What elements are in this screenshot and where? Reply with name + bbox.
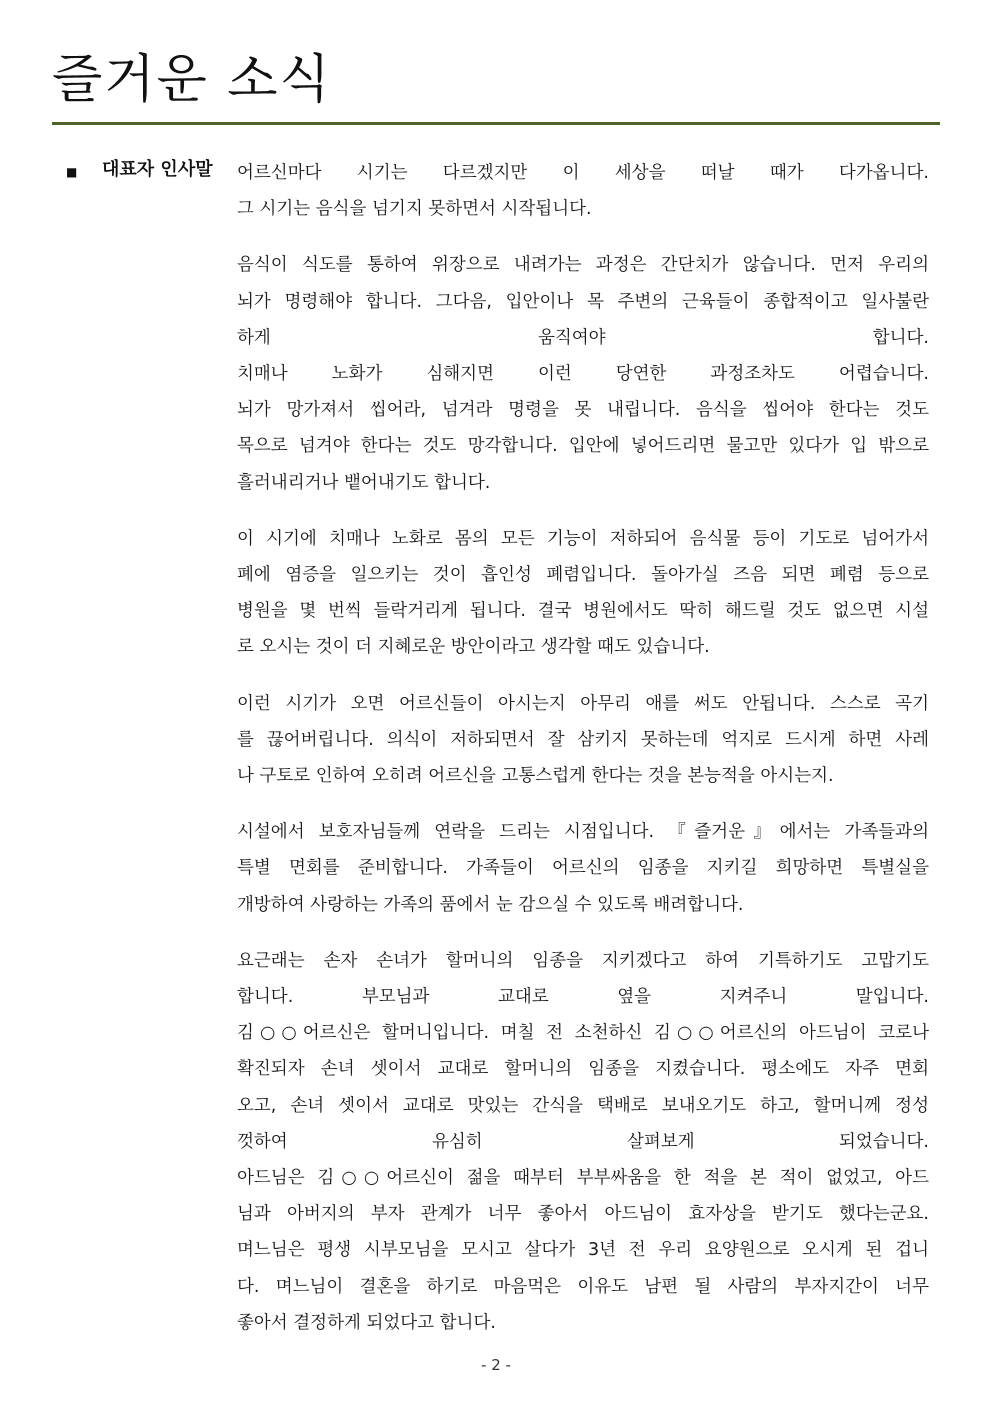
title-divider xyxy=(52,122,940,125)
text-line: 요근래는 손자 손녀가 할머니의 임종을 지키겠다고 하여 기특하기도 고맙기도 xyxy=(237,950,929,971)
text-line: 흘러내리거나 뱉어내기도 합니다. xyxy=(237,472,491,493)
section-label: 대표자 인사말 xyxy=(102,159,213,180)
text-line: 아드님은 김○○어르신이 젊을 때부터 부부싸움을 한 적을 본 적이 없었고, 아드 xyxy=(237,1168,929,1189)
text-line: 음식이 식도를 통하여 위장으로 내려가는 과정은 간단치가 않습니다. 먼저 우리의 xyxy=(237,255,929,276)
text-line: 며느님은 평생 시부모님을 모시고 살다가 3년 전 우리 요양원으로 오시게 된 겁니 xyxy=(237,1240,929,1261)
text-line: 폐에 염증을 일으키는 것이 흡인성 폐렴입니다. 돌아가실 즈음 되면 폐렴 등으로 xyxy=(237,565,929,586)
text-line: 님과 아버지의 부자 관계가 너무 좋아서 아드님이 효자상을 받기도 했다는군요. xyxy=(237,1204,929,1225)
text-line: 그 시기는 음식을 넘기지 못하면서 시작됩니다. xyxy=(237,199,592,220)
text-line: 좋아서 결정하게 되었다고 합니다. xyxy=(237,1312,496,1333)
body-text xyxy=(237,155,929,1361)
text-line: 치매나 노화가 심해지면 이런 당연한 과정조차도 어렵습니다. xyxy=(237,364,929,385)
paragraph xyxy=(237,686,929,795)
text-line: 로 오시는 것이 더 지혜로운 방안이라고 생각할 때도 있습니다. xyxy=(237,637,710,658)
text-line: 이 시기에 치매나 노화로 몸의 모든 기능이 저하되어 음식물 등이 기도로 넘어가서 xyxy=(237,528,929,549)
text-line: 시설에서 보호자님들께 연락을 드리는 시점입니다. 『즐거운』에서는 가족들과의 xyxy=(237,822,929,843)
page-number: - 2 - xyxy=(481,1356,511,1374)
text-line: 김○○어르신은 할머니입니다. 며칠 전 소천하신 김○○어르신의 아드님이 코로나 xyxy=(237,1023,929,1044)
paragraph xyxy=(237,814,929,923)
text-line: 뇌가 명령해야 합니다. 그다음, 입안이나 목 주변의 근육들이 종합적이고 일사불란 xyxy=(237,291,929,312)
text-line: 뇌가 망가져서 씹어라, 넘겨라 명령을 못 내립니다. 음식을 씹어야 한다는 것도 xyxy=(237,400,929,421)
paragraph xyxy=(237,521,929,666)
text-line: 어르신마다 시기는 다르겠지만 이 세상을 떠날 때가 다가옵니다. xyxy=(237,163,929,183)
text-line: 개방하여 사랑하는 가족의 품에서 눈 감으실 수 있도록 배려합니다. xyxy=(237,894,744,915)
text-line: 확진되자 손녀 셋이서 교대로 할머니의 임종을 지켰습니다. 평소에도 자주 면회 xyxy=(237,1059,929,1080)
text-line: 합니다. 부모님과 교대로 옆을 지켜주니 말입니다. xyxy=(237,987,929,1008)
text-line: 껏하여 유심히 살펴보게 되었습니다. xyxy=(237,1131,929,1152)
paragraph xyxy=(237,155,929,227)
text-line: 를 끊어버립니다. 의식이 저하되면서 잘 삼키지 못하는데 억지로 드시게 하면 사레 xyxy=(237,729,929,750)
text-line: 병원을 몇 번씩 들락거리게 됩니다. 결국 병원에서도 딱히 해드릴 것도 없으면 시설 xyxy=(237,601,929,622)
text-line: 나 구토로 인하여 오히려 어르신을 고통스럽게 한다는 것을 본능적을 아시는지. xyxy=(237,766,834,787)
text-line: 특별 면회를 준비합니다. 가족들이 어르신의 임종을 지키길 희망하면 특별실을 xyxy=(237,858,929,879)
paragraph xyxy=(237,247,929,500)
square-bullet-icon: ■ xyxy=(66,165,78,179)
page-title: 즐거운 소식 xyxy=(52,50,332,110)
paragraph xyxy=(237,943,929,1341)
text-line: 다. 며느님이 결혼을 하기로 마음먹은 이유도 남편 될 사람의 부자지간이 너무 xyxy=(237,1276,929,1297)
text-line: 오고, 손녀 셋이서 교대로 맛있는 간식을 택배로 보내오기도 하고, 할머니께 정성 xyxy=(237,1095,929,1116)
text-line: 목으로 넘겨야 한다는 것도 망각합니다. 입안에 넣어드리면 물고만 있다가 입 밖으로 xyxy=(237,436,929,457)
text-line: 이런 시기가 오면 어르신들이 아시는지 아무리 애를 써도 안됩니다. 스스로 곡기 xyxy=(237,693,929,714)
text-line: 하게 움직여야 합니다. xyxy=(237,327,929,348)
